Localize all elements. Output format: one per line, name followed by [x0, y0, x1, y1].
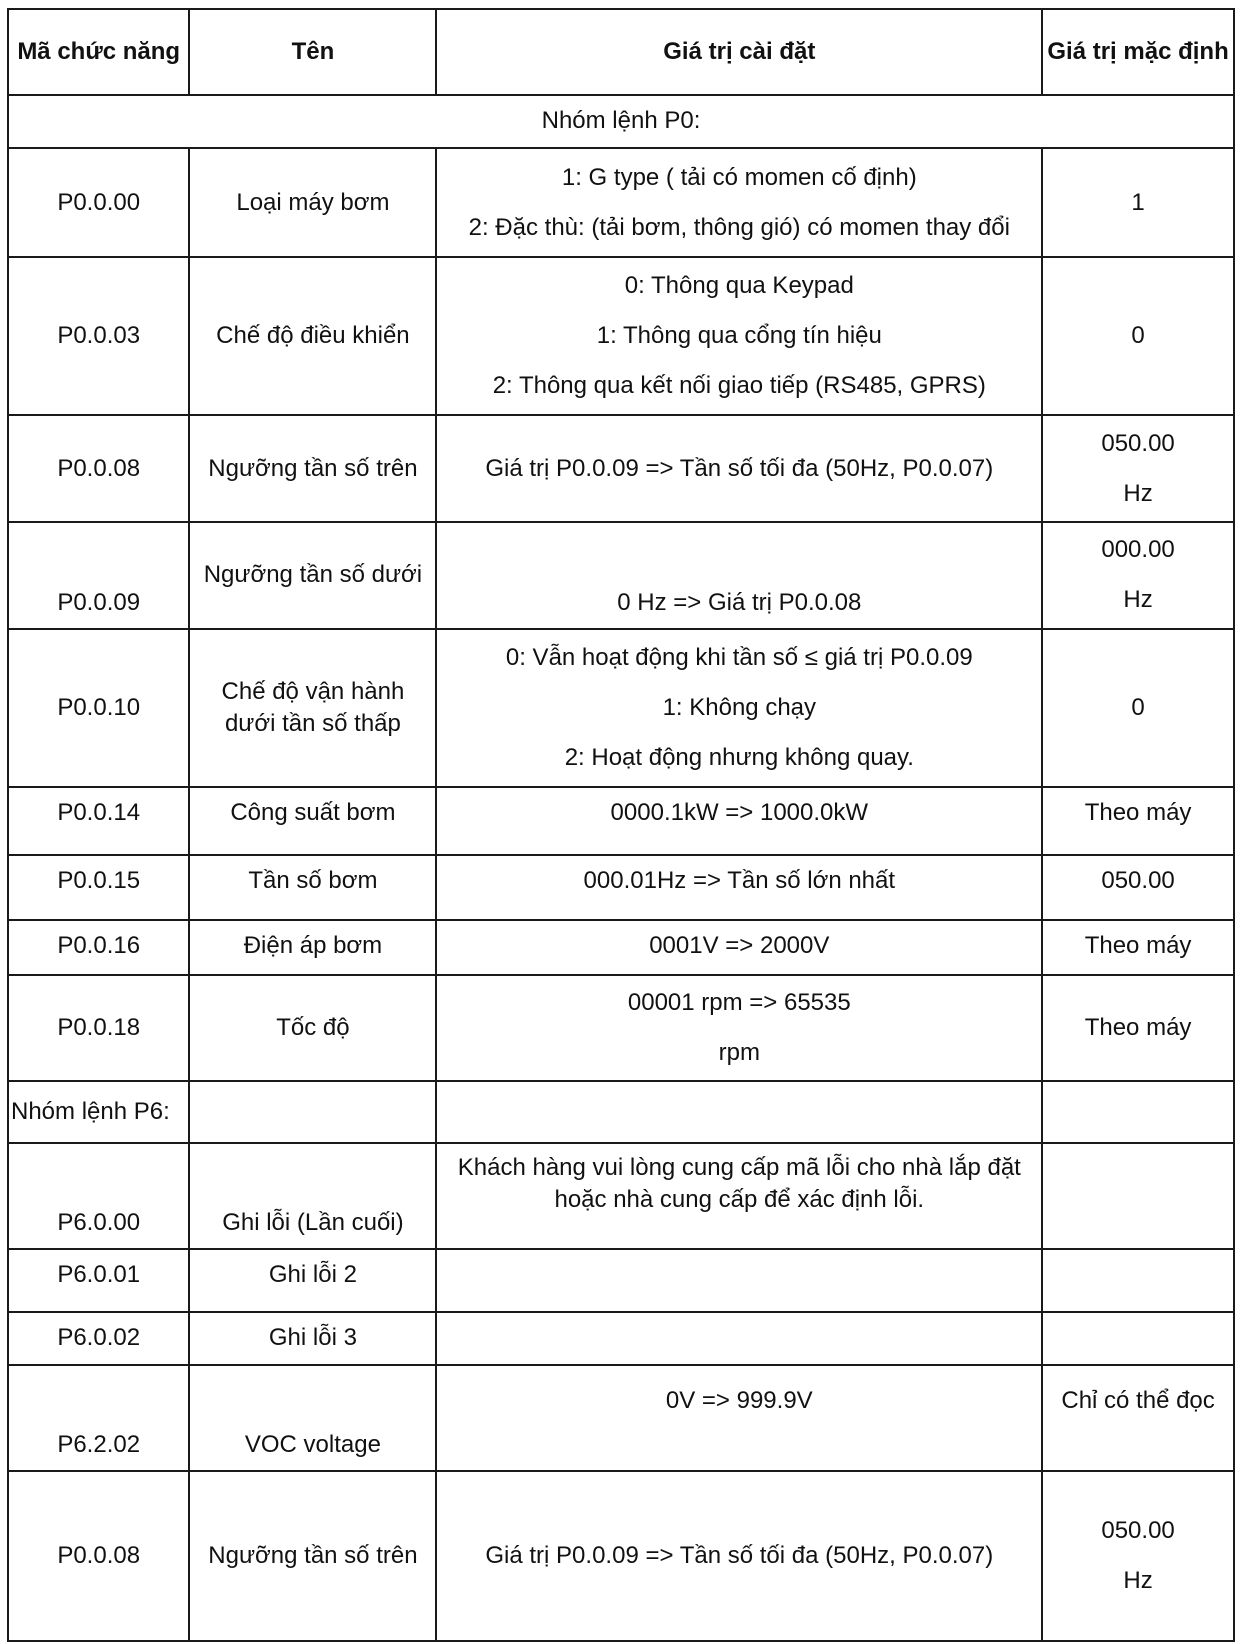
row-code: P6.2.02: [8, 1365, 189, 1471]
table-row: [8, 1143, 1234, 1249]
row-name: Loại máy bơm: [189, 148, 436, 257]
default-line: Hz: [1123, 479, 1153, 507]
table-row: [8, 522, 1234, 629]
row-default: Theo máy: [1042, 920, 1234, 975]
default-line: 050.00: [1101, 429, 1175, 457]
setting-line: 1: G type ( tải có momen cố định): [561, 163, 917, 191]
row-default: 0: [1042, 257, 1234, 415]
row-code: P6.0.02: [8, 1312, 189, 1365]
table-row: [8, 855, 1234, 920]
default-line: Hz: [1123, 1567, 1153, 1595]
row-name: Ngưỡng tần số trên: [189, 1471, 436, 1641]
row-default: Theo máy: [1042, 975, 1234, 1081]
group-title-p6: Nhóm lệnh P6:: [8, 1081, 189, 1142]
table-row: [8, 148, 1234, 257]
row-code: P0.0.14: [8, 787, 189, 854]
row-code: P0.0.08: [8, 1471, 189, 1641]
row-default: 1: [1042, 148, 1234, 257]
row-code: P0.0.03: [8, 257, 189, 415]
row-default: Chỉ có thể đọc: [1042, 1365, 1234, 1471]
table-row: [8, 920, 1234, 975]
row-setting: 0000.1kW => 1000.0kW: [436, 787, 1042, 854]
default-line: 000.00: [1101, 536, 1175, 564]
row-default: Theo máy: [1042, 787, 1234, 854]
row-name: Chế độ điều khiển: [189, 257, 436, 415]
row-default: [1042, 522, 1234, 629]
row-code: P0.0.18: [8, 975, 189, 1081]
empty-cell: [436, 1249, 1042, 1312]
row-code: P0.0.09: [8, 522, 189, 629]
row-default: 050.00: [1042, 855, 1234, 920]
setting-line: 2: Hoạt động nhưng không quay.: [564, 744, 914, 771]
row-name: VOC voltage: [189, 1365, 436, 1471]
default-line: 050.00: [1101, 1517, 1175, 1545]
setting-line: 1: Thông qua cổng tín hiệu: [596, 322, 882, 350]
row-name: Ghi lỗi (Lần cuối): [189, 1143, 436, 1249]
header-name: Tên: [189, 9, 436, 95]
row-name: Tốc độ: [189, 975, 436, 1081]
empty-cell: [1042, 1249, 1234, 1312]
header-row: [8, 9, 1234, 95]
header-default: Giá trị mặc định: [1042, 9, 1234, 95]
empty-cell: [436, 1312, 1042, 1365]
header-setting: Giá trị cài đặt: [436, 9, 1042, 95]
empty-cell: [189, 1081, 436, 1142]
row-setting: [436, 629, 1042, 787]
empty-cell: [1042, 1312, 1234, 1365]
empty-cell: [1042, 1081, 1234, 1142]
row-setting: Giá trị P0.0.09 => Tần số tối đa (50Hz, P0.0.07): [436, 415, 1042, 521]
row-setting: [436, 148, 1042, 257]
setting-line: 2: Đặc thù: (tải bơm, thông gió) có momen thay đổi: [468, 213, 1010, 241]
row-setting: 0V => 999.9V: [436, 1365, 1042, 1471]
row-name: Ghi lỗi 2: [189, 1249, 436, 1312]
row-name: Tần số bơm: [189, 855, 436, 920]
parameter-table: [7, 8, 1235, 1642]
empty-cell: [436, 1081, 1042, 1142]
row-setting: [436, 975, 1042, 1081]
setting-line: 2: Thông qua kết nối giao tiếp (RS485, GPRS): [492, 372, 986, 400]
setting-line: rpm: [718, 1039, 760, 1067]
row-setting: 0 Hz => Giá trị P0.0.08: [436, 522, 1042, 629]
table-row: [8, 1249, 1234, 1312]
row-code: P6.0.00: [8, 1143, 189, 1249]
header-code: Mã chức năng: [8, 9, 189, 95]
group-row-p0: [8, 95, 1234, 148]
setting-line: 0: Thông qua Keypad: [624, 272, 854, 300]
table-row: [8, 415, 1234, 521]
setting-line: 00001 rpm => 65535: [627, 989, 851, 1017]
row-setting: [436, 257, 1042, 415]
table-row: [8, 787, 1234, 854]
row-code: P0.0.10: [8, 629, 189, 787]
table-row: [8, 1312, 1234, 1365]
row-name: Chế độ vận hành dưới tần số thấp: [189, 629, 436, 787]
setting-line: 0: Vẫn hoạt động khi tần số ≤ giá trị P0.0.09: [505, 644, 973, 671]
table-row: [8, 975, 1234, 1081]
group-row-p6: [8, 1081, 1234, 1142]
row-default: [1042, 415, 1234, 521]
row-code: P0.0.08: [8, 415, 189, 521]
row-code: P0.0.15: [8, 855, 189, 920]
row-name: Điện áp bơm: [189, 920, 436, 975]
row-code: P0.0.00: [8, 148, 189, 257]
row-default: [1042, 1471, 1234, 1641]
row-code: P0.0.16: [8, 920, 189, 975]
setting-line: 1: Không chạy: [662, 694, 817, 721]
empty-cell: [1042, 1143, 1234, 1249]
row-name: Công suất bơm: [189, 787, 436, 854]
row-setting: Giá trị P0.0.09 => Tần số tối đa (50Hz, P0.0.07): [436, 1471, 1042, 1641]
group-title-p0: Nhóm lệnh P0:: [8, 95, 1234, 148]
row-code: P6.0.01: [8, 1249, 189, 1312]
default-line: Hz: [1123, 586, 1153, 614]
row-setting: 000.01Hz => Tần số lớn nhất: [436, 855, 1042, 920]
row-name: Ngưỡng tần số trên: [189, 415, 436, 521]
table-row: [8, 1471, 1234, 1641]
row-default: 0: [1042, 629, 1234, 787]
row-setting-note: Khách hàng vui lòng cung cấp mã lỗi cho nhà lắp đặt hoặc nhà cung cấp để xác định lỗi.: [436, 1143, 1042, 1249]
row-name: Ghi lỗi 3: [189, 1312, 436, 1365]
table-row: [8, 629, 1234, 787]
table-row: [8, 1365, 1234, 1471]
row-name: Ngưỡng tần số dưới: [189, 522, 436, 629]
row-setting: 0001V => 2000V: [436, 920, 1042, 975]
table-row: [8, 257, 1234, 415]
